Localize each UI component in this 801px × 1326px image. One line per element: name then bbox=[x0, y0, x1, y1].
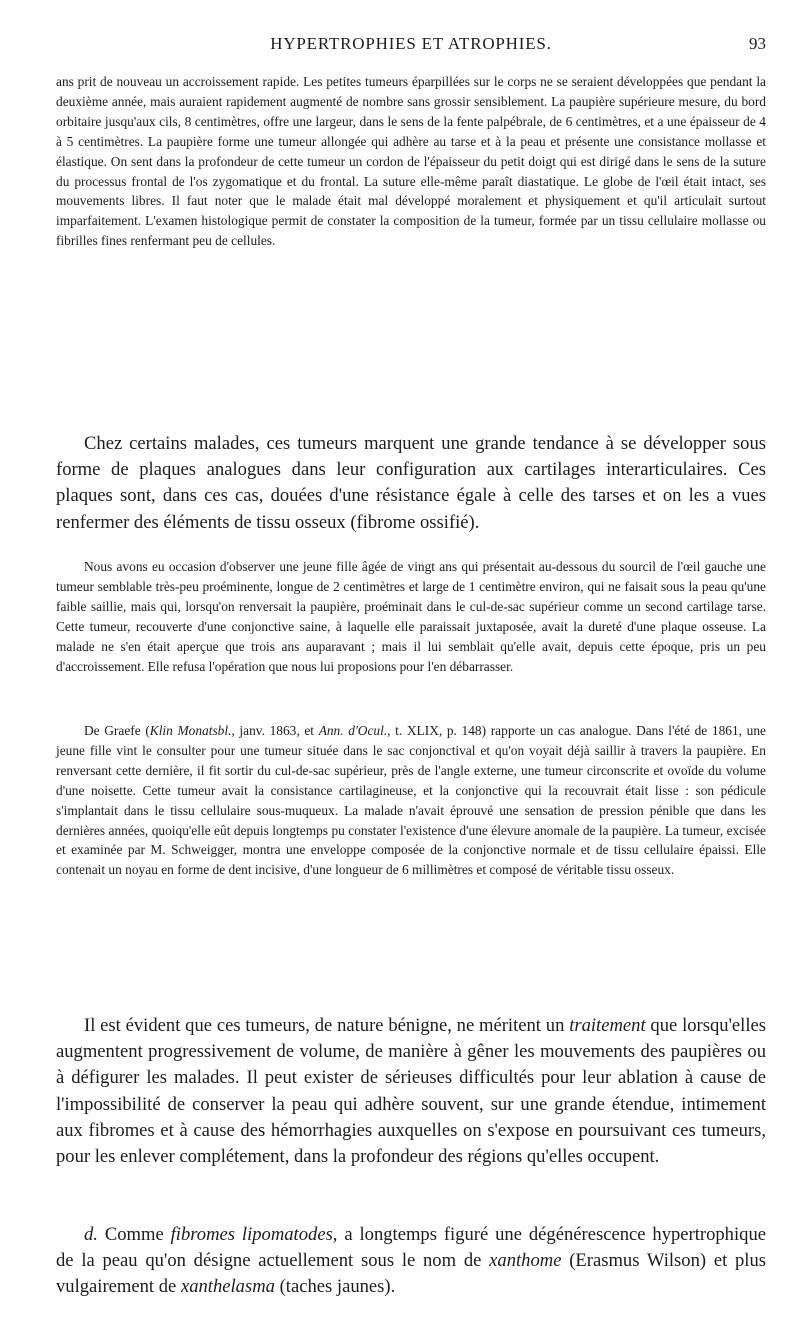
paragraph-traitement bbox=[56, 1013, 766, 1170]
paragraph-text: d. Comme fibromes lipomatodes, a longtemps figuré une dégénérescence hypertrophique de la peau qu'on désigne actuellement sous le nom de xanthome (Erasmus Wilson) et plus vulgairement de xanthelasma (taches jaunes). bbox=[56, 1224, 767, 1298]
paragraph-text: Nous avons eu occasion d'observer une jeune fille âgée de vingt ans qui présentait au-dessous du sourcil de l'œil gauche une tumeur semblable très-peu proéminente, longue de 2 centimètres et large de 1 centimètre environ, qui ne faisait sous la peau qu'une faible saillie, mais qui, lorsqu'on renversait la paupière, proéminait dans le cul-de-sac supérieur comme un second cartilage tarse. Cette tumeur, recouverte d'une conjonctive saine, à laquelle elle paraissait juxtaposée, avait la dureté d'une plaque osseuse. La malade ne s'en était aperçue que trois ans auparavant ; mais il lui semblait qu'elle avait, depuis cette époque, pris un peu d'accroissement. Elle refusa l'opération que nous lui proposions pour l'en débarrasser. bbox=[56, 559, 766, 674]
paragraph-de-graefe bbox=[56, 721, 766, 880]
paragraph-text: ans prit de nouveau un accroissement rapide. Les petites tumeurs éparpillées sur le corps ne se seraient développées que pendant la deuxième année, mais auraient rapidement augmenté de nombre sans grossir sensiblement. La paupière supérieure mesure, du bord orbitaire jusqu'aux cils, 8 centimètres, offre une largeur, dans le sens de la fente palpébrale, de 6 centimètres, et a une épaisseur de 4 à 5 centimètres. La paupière forme une tumeur allongée qui adhère au tarse et à la peau et présente une consistance mollasse et élastique. On sent dans la profondeur de cette tumeur un cordon de l'épaisseur du petit doigt qui est dirigé dans le sens de la suture du processus frontal de l'os zygomatique et du frontal. La suture elle-même paraît diastatique. Le globe de l'œil était intact, ses mouvements libres. Il faut noter que le malade était mal développé moralement et physiquement et qu'il articulait surtout imparfaitement. L'examen histologique permit de constater la composition de la tumeur, formée par un tissu cellulaire mollasse ou fibrilles fines renfermant peu de cellules. bbox=[56, 74, 766, 249]
paragraph-text: De Graefe (Klin Monatsbl., janv. 1863, et Ann. d'Ocul., t. XLIX, p. 148) rapporte un cas analogue. Dans l'été de 1861, une jeune fille vint le consulter pour une tumeur située dans le sac conjonctival et qu'on voyait déjà saillir à travers la paupière. En renversant cette dernière, il fit sortir du cul-de-sac supérieur, près de l'angle externe, une tumeur circonscrite et ovoïde du volume d'une noisette. Cette tumeur avait la consistance cartilagineuse, et la conjonctive qui la recouvrait était lisse : son pédicule s'implantait dans le tissu cellulaire sous-muqueux. La malade n'avait éprouvé une sensation de pression pénible que dans les dernières années, quoiqu'elle eût depuis longtemps pu constater l'existence d'une élevure anomale de la paupière. La tumeur, excisée et examinée par M. Schweigger, montra une enveloppe composée de la conjonctive normale et de tissu cellulaire épaissi. Elle contenait un noyau en forme de dent incisive, d'une longueur de 6 millimètres et composé de véritable tissu osseux. bbox=[56, 723, 766, 878]
paragraph-case-description bbox=[56, 72, 766, 251]
running-header bbox=[56, 22, 766, 62]
running-title: HYPERTROPHIES ET ATROPHIES. bbox=[270, 34, 552, 53]
paragraph-text: Chez certains malades, ces tumeurs marquent une grande tendance à se développer sous forme de plaques analogues dans leur configuration aux cartilages interarticulaires. Ces plaques sont, dans ces cas, douées d'une résistance égale à celle des tarses et on les a vues renfermer des éléments de tissu osseux (fibrome ossifié). bbox=[56, 433, 766, 533]
page-number: 93 bbox=[749, 34, 766, 53]
paragraph-observation bbox=[56, 557, 766, 676]
paragraph-xanthome bbox=[56, 1222, 766, 1301]
paragraph-text: Il est évident que ces tumeurs, de nature bénigne, ne méritent un traitement que lorsqu'elles augmentent progressivement de volume, de manière à gêner les mouvements des paupières ou à défigurer les malades. Il peut exister de sérieuses difficultés pour leur ablation à cause de l'impossibilité de conserver la peau qui adhère souvent, sur une grande étendue, intimement aux fibromes et à cause des hémorrhagies auxquelles on s'expose en poursuivant ces tumeurs, pour les enlever complétement, dans la profondeur des régions qu'elles occupent. bbox=[56, 1015, 766, 1168]
paragraph-plaques bbox=[56, 431, 766, 536]
